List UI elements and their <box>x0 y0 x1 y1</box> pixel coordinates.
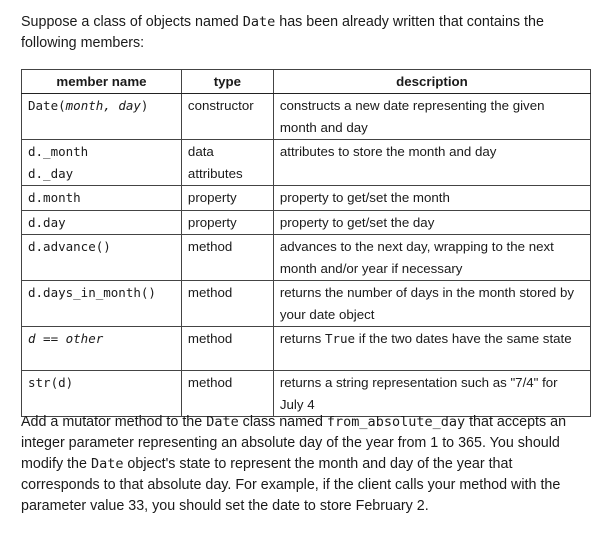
description-cell: property to get/set the month <box>273 186 590 211</box>
member-name-cell: d == other <box>22 327 182 371</box>
type-cell: property <box>181 186 273 211</box>
table-row <box>22 210 591 235</box>
code-class-name: Date <box>206 414 239 430</box>
table-row <box>22 140 591 186</box>
description-cell: attributes to store the month and day <box>273 140 590 186</box>
task-paragraph: Add a mutator method to the Date class named from_absolute_day that accepts an integer parameter representing an absolute day of the year from 1 to 365. You should modify the Date object's state to represent the month and day of the year that corresponds to that absolute day. For example, if the client calls your method with the parameter value 33, you should set the date to store February 2. <box>21 414 567 514</box>
intro-class-name: Date <box>242 14 276 30</box>
description-cell: returns a string representation such as "7/4" for July 4 <box>273 371 590 417</box>
type-cell: property <box>181 210 273 235</box>
description-cell: returns the number of days in the month stored by your date object <box>273 281 590 327</box>
type-cell: data attributes <box>181 140 273 186</box>
table-header-row <box>22 70 591 94</box>
intro-text: Suppose a class of objects named <box>21 14 243 30</box>
member-name-cell: d._month d._day <box>22 140 182 186</box>
member-name-cell: d.month <box>22 186 182 211</box>
type-cell: method <box>181 371 273 417</box>
intro-paragraph <box>21 12 591 54</box>
member-name-cell: Date(month, day) <box>22 94 182 140</box>
description-cell: advances to the next day, wrapping to the next month and/or year if necessary <box>273 235 590 281</box>
description-cell: returns True if the two dates have the same state <box>273 327 590 371</box>
table-row <box>22 235 591 281</box>
description-cell: constructs a new date representing the given month and day <box>273 94 590 140</box>
header-type: type <box>181 70 273 94</box>
member-name-cell: d.day <box>22 210 182 235</box>
member-name-cell: d.days_in_month() <box>22 281 182 327</box>
table-row <box>22 94 591 140</box>
table-row <box>22 371 591 417</box>
members-table <box>21 69 591 417</box>
description-cell: property to get/set the day <box>273 210 590 235</box>
table-row <box>22 281 591 327</box>
table-row <box>22 186 591 211</box>
member-name-cell: d.advance() <box>22 235 182 281</box>
type-cell: method <box>181 281 273 327</box>
code-class-name: Date <box>90 456 124 472</box>
type-cell: constructor <box>181 94 273 140</box>
intro-text-end: has been already written that contains the following members: <box>21 14 544 51</box>
header-description: description <box>273 70 590 94</box>
type-cell: method <box>181 327 273 371</box>
type-cell: method <box>181 235 273 281</box>
member-name-cell: str(d) <box>22 371 182 417</box>
header-member-name: member name <box>22 70 182 94</box>
table-row <box>22 327 591 371</box>
code-method-name: from_absolute_day <box>326 414 466 430</box>
